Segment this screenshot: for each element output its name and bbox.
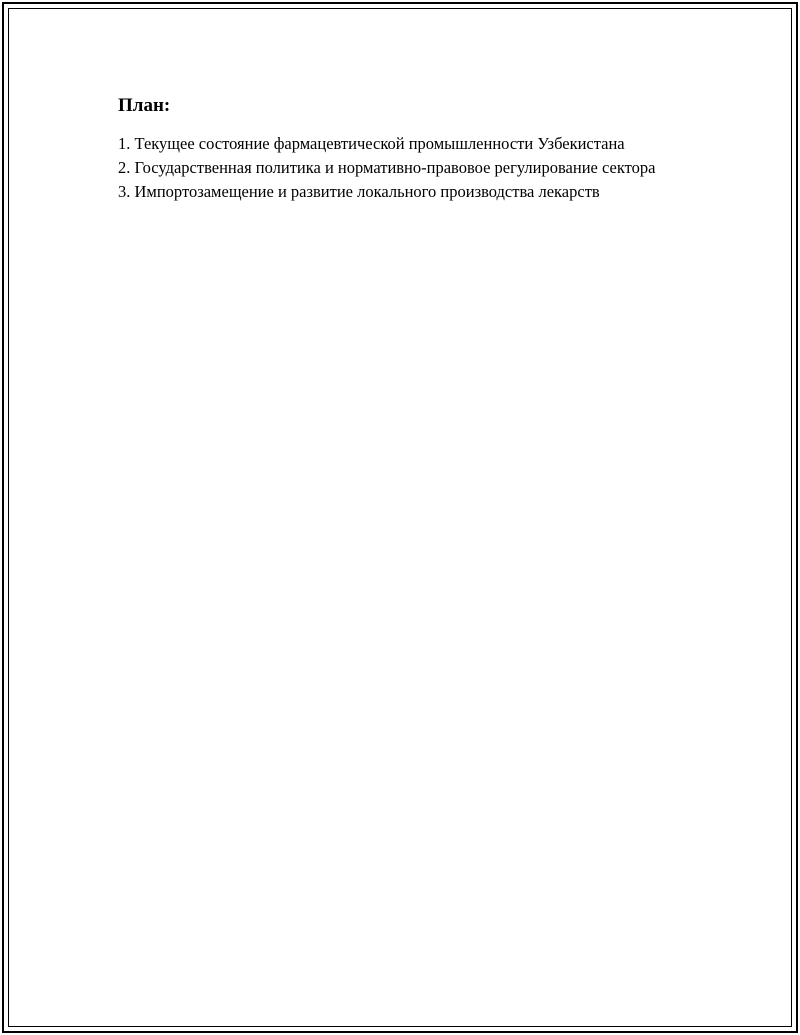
- plan-item-2: 2. Государственная политика и нормативно-правовое регулирование сектора: [118, 158, 656, 177]
- plan-list: [118, 132, 698, 204]
- plan-heading: План:: [118, 95, 171, 116]
- document-content: [118, 93, 698, 204]
- plan-item-3: 3. Импортозамещение и развитие локального производства лекарств: [118, 182, 600, 201]
- plan-item-1: 1. Текущее состояние фармацевтической промышленности Узбекистана: [118, 134, 625, 153]
